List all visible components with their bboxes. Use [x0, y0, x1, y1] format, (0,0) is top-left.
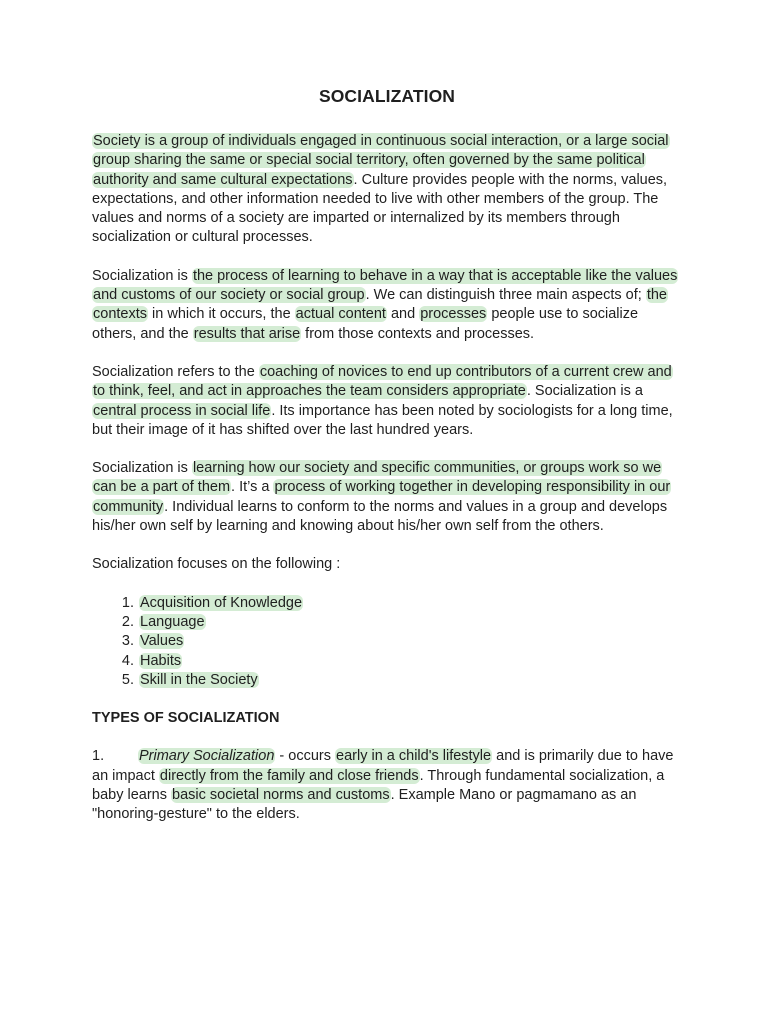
highlighted-text: processes — [420, 306, 487, 323]
text-segment: . Individual learns to conform to the norms and values in a group and develops his/her own self by learning and knowing about his/her own self from the others. — [92, 498, 668, 535]
document-title: SOCIALIZATION — [318, 86, 456, 106]
text-segment: and is primarily due to have an impact — [92, 748, 674, 784]
list-item — [138, 613, 682, 632]
text-segment: . Socialization is a — [526, 383, 643, 400]
text-segment: . It’s a — [231, 479, 274, 496]
text-segment: and — [386, 306, 420, 323]
paragraph-society — [92, 132, 682, 248]
focus-list — [92, 594, 682, 690]
text-segment: from those contexts and processes. — [301, 325, 535, 342]
text-segment: Socialization refers to the — [92, 363, 259, 380]
highlighted-text: coaching of novices to end up contributors of a current crew and to think, feel, and act in approaches the team considers appropriate — [93, 363, 672, 400]
text-segment: Socialization focuses on the following : — [92, 556, 341, 573]
list-item — [138, 632, 682, 651]
text-segment: Socialization is — [92, 267, 192, 284]
types-heading: TYPES OF SOCIALIZATION — [92, 710, 280, 727]
list-number: 1. — [92, 748, 105, 765]
highlighted-text: Primary Socialization — [139, 748, 275, 765]
paragraph-socialization-coaching — [92, 363, 682, 440]
highlighted-text: central process in social life — [93, 402, 271, 419]
list-item-text: Language — [140, 613, 205, 630]
document-page — [92, 86, 682, 844]
highlighted-text: results that arise — [193, 325, 301, 342]
text-segment: . Through fundamental socialization, a baby learns — [92, 767, 665, 804]
primary-socialization-text — [92, 748, 673, 822]
text-segment: . Its importance has been noted by sociologists for a long time, but their image of it has shifted over the last hundred years. — [92, 402, 673, 438]
highlighted-text: Society is a group of individuals engaged in continuous social interaction, or a large social group sharing the same or special social territory, often governed by the same political authority and same cultural expectations — [93, 133, 669, 188]
text-segment: - occurs — [275, 748, 336, 765]
text-segment: . We can distinguish three main aspects of; — [365, 287, 646, 304]
text-segment: people use to socialize others, and the — [92, 306, 639, 342]
highlighted-text: basic societal norms and customs — [172, 787, 390, 804]
list-item-text: Habits — [140, 652, 182, 669]
highlighted-text: the contexts — [93, 287, 667, 323]
list-item — [138, 671, 682, 690]
highlighted-text: the process of learning to behave in a way that is acceptable like the values and customs of our society or social group — [93, 267, 678, 304]
list-item-text: Acquisition of Knowledge — [140, 594, 303, 611]
paragraph-focus-intro — [92, 555, 682, 574]
list-item — [138, 652, 682, 671]
highlighted-text: actual content — [295, 306, 386, 323]
text-segment: in which it occurs, the — [148, 306, 295, 323]
highlighted-text: process of working together in developing responsibility in our community — [93, 479, 671, 515]
paragraph-socialization-learning — [92, 459, 682, 536]
list-item-text: Skill in the Society — [140, 671, 258, 688]
highlighted-text: directly from the family and close friends — [159, 767, 419, 784]
text-segment: . Culture provides people with the norms, values, expectations, and other information needed to live with other members of the group. The values and norms of a society are imparted or internalized by its members through socialization or cultural processes. — [92, 171, 668, 246]
highlighted-text: early in a child's lifestyle — [336, 748, 492, 765]
list-item-text: Values — [140, 633, 184, 650]
paragraph-primary-socialization — [92, 747, 682, 824]
paragraph-socialization-definition — [92, 267, 682, 344]
list-item — [138, 594, 682, 613]
text-segment: Socialization is — [92, 460, 192, 477]
highlighted-text: learning how our society and specific communities, or groups work so we can be a part of them — [93, 460, 662, 496]
text-segment: . Example Mano or pagmamano as an "honoring-gesture" to the elders. — [92, 787, 637, 823]
